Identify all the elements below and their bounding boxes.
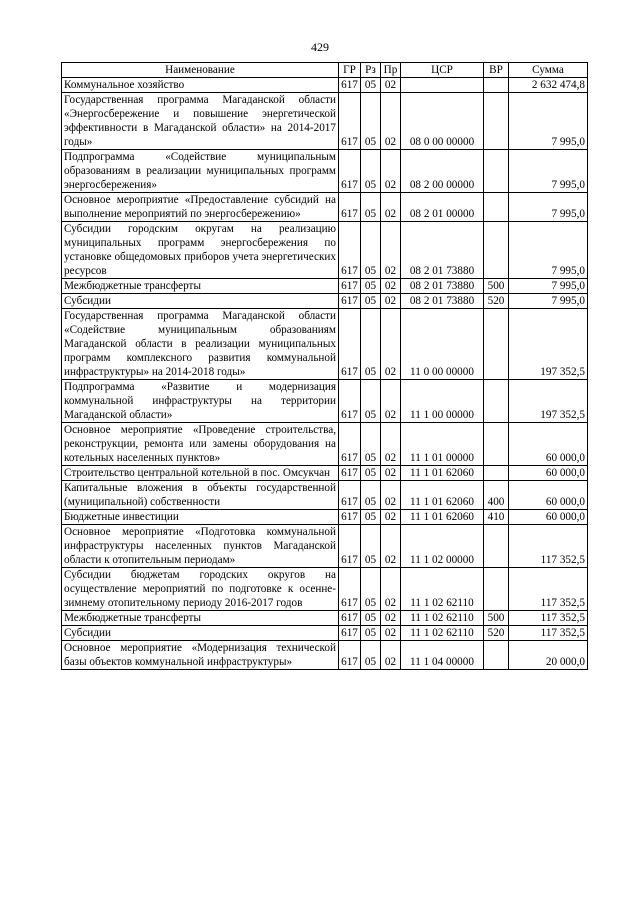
row-csr: 08 2 01 73880 [401, 279, 484, 294]
row-vr: 410 [484, 510, 509, 525]
table-row [62, 150, 588, 193]
row-name: Государственная программа Магаданской области «Содействие муниципальным образованиям Магаданской области в реализации муниципальных программ комплексного развития коммунальной инфраструктуры» на 2014-2018 годы» [62, 309, 339, 380]
row-vr [484, 568, 509, 611]
row-rz: 05 [361, 294, 381, 309]
row-pr: 02 [381, 309, 401, 380]
row-pr: 02 [381, 294, 401, 309]
row-csr: 11 1 01 62060 [401, 510, 484, 525]
row-gr: 617 [339, 78, 361, 93]
row-rz: 05 [361, 481, 381, 510]
row-rz: 05 [361, 279, 381, 294]
row-rz: 05 [361, 93, 381, 150]
row-pr: 02 [381, 193, 401, 222]
row-sum: 7 995,0 [509, 222, 588, 279]
row-sum: 7 995,0 [509, 193, 588, 222]
table-row [62, 423, 588, 466]
row-rz: 05 [361, 466, 381, 481]
header-rz: Рз [361, 63, 381, 78]
row-rz: 05 [361, 423, 381, 466]
row-name: Субсидии [62, 626, 339, 641]
row-name: Коммунальное хозяйство [62, 78, 339, 93]
row-csr: 08 2 01 73880 [401, 222, 484, 279]
row-csr: 11 1 00 00000 [401, 380, 484, 423]
row-pr: 02 [381, 641, 401, 670]
row-pr: 02 [381, 626, 401, 641]
row-sum: 7 995,0 [509, 279, 588, 294]
row-name: Межбюджетные трансферты [62, 611, 339, 626]
row-rz: 05 [361, 78, 381, 93]
row-vr: 520 [484, 626, 509, 641]
row-pr: 02 [381, 466, 401, 481]
table-row [62, 309, 588, 380]
row-gr: 617 [339, 525, 361, 568]
header-pr: Пр [381, 63, 401, 78]
row-sum: 20 000,0 [509, 641, 588, 670]
header-vr: ВР [484, 63, 509, 78]
row-gr: 617 [339, 93, 361, 150]
table-row [62, 641, 588, 670]
row-sum: 2 632 474,8 [509, 78, 588, 93]
row-csr: 11 1 04 00000 [401, 641, 484, 670]
row-pr: 02 [381, 93, 401, 150]
row-pr: 02 [381, 423, 401, 466]
table-row [62, 568, 588, 611]
row-name: Субсидии бюджетам городских округов на осуществление мероприятий по подготовке к осенне-зимнему отопительному периоду 2016-2017 годов [62, 568, 339, 611]
budget-table [61, 62, 588, 670]
row-pr: 02 [381, 78, 401, 93]
row-sum: 197 352,5 [509, 380, 588, 423]
row-sum: 197 352,5 [509, 309, 588, 380]
row-csr: 11 1 01 62060 [401, 466, 484, 481]
row-vr [484, 380, 509, 423]
table-row [62, 193, 588, 222]
row-rz: 05 [361, 380, 381, 423]
row-pr: 02 [381, 380, 401, 423]
row-name: Субсидии городским округам на реализацию муниципальных программ энергосбережения по установке общедомовых приборов учета энергетических ресурсов [62, 222, 339, 279]
row-csr: 11 1 01 62060 [401, 481, 484, 510]
row-pr: 02 [381, 510, 401, 525]
row-sum: 117 352,5 [509, 611, 588, 626]
header-csr: ЦСР [401, 63, 484, 78]
row-vr [484, 150, 509, 193]
row-pr: 02 [381, 611, 401, 626]
row-vr: 500 [484, 279, 509, 294]
table-row [62, 78, 588, 93]
row-vr [484, 466, 509, 481]
row-vr [484, 525, 509, 568]
row-name: Бюджетные инвестиции [62, 510, 339, 525]
row-rz: 05 [361, 641, 381, 670]
row-csr: 08 0 00 00000 [401, 93, 484, 150]
row-gr: 617 [339, 294, 361, 309]
row-name: Подпрограмма «Развитие и модернизация коммунальной инфраструктуры на территории Магаданской области» [62, 380, 339, 423]
row-gr: 617 [339, 611, 361, 626]
row-gr: 617 [339, 466, 361, 481]
row-name: Субсидии [62, 294, 339, 309]
row-name: Строительство центральной котельной в пос. Омсукчан [62, 466, 339, 481]
row-vr [484, 641, 509, 670]
row-vr [484, 78, 509, 93]
row-pr: 02 [381, 279, 401, 294]
row-sum: 60 000,0 [509, 423, 588, 466]
row-csr: 08 2 01 00000 [401, 193, 484, 222]
header-gr: ГР [339, 63, 361, 78]
row-gr: 617 [339, 193, 361, 222]
row-gr: 617 [339, 309, 361, 380]
row-sum: 7 995,0 [509, 93, 588, 150]
row-sum: 60 000,0 [509, 481, 588, 510]
row-csr [401, 78, 484, 93]
row-pr: 02 [381, 222, 401, 279]
row-name: Государственная программа Магаданской области «Энергосбережение и повышение энергетической эффективности в Магаданской области» на 2014-2017 годы» [62, 93, 339, 150]
row-vr: 400 [484, 481, 509, 510]
row-rz: 05 [361, 309, 381, 380]
row-sum: 7 995,0 [509, 150, 588, 193]
row-sum: 117 352,5 [509, 626, 588, 641]
row-pr: 02 [381, 481, 401, 510]
row-gr: 617 [339, 222, 361, 279]
table-row [62, 93, 588, 150]
row-rz: 05 [361, 222, 381, 279]
row-rz: 05 [361, 626, 381, 641]
row-gr: 617 [339, 423, 361, 466]
table-row [62, 466, 588, 481]
row-rz: 05 [361, 150, 381, 193]
table-row [62, 279, 588, 294]
row-gr: 617 [339, 481, 361, 510]
row-gr: 617 [339, 279, 361, 294]
row-csr: 08 2 01 73880 [401, 294, 484, 309]
row-sum: 117 352,5 [509, 568, 588, 611]
row-sum: 117 352,5 [509, 525, 588, 568]
row-rz: 05 [361, 193, 381, 222]
table-row [62, 525, 588, 568]
table-row [62, 510, 588, 525]
row-gr: 617 [339, 380, 361, 423]
row-vr [484, 93, 509, 150]
row-pr: 02 [381, 568, 401, 611]
table-body [62, 78, 588, 670]
row-csr: 11 1 02 62110 [401, 568, 484, 611]
table-row [62, 222, 588, 279]
row-name: Основное мероприятие «Предоставление субсидий на выполнение мероприятий по энергосбережению» [62, 193, 339, 222]
row-csr: 11 1 02 00000 [401, 525, 484, 568]
row-rz: 05 [361, 568, 381, 611]
header-row [62, 63, 588, 78]
header-sum: Сумма [509, 63, 588, 78]
row-rz: 05 [361, 525, 381, 568]
row-vr [484, 193, 509, 222]
row-vr [484, 309, 509, 380]
row-pr: 02 [381, 525, 401, 568]
row-vr [484, 423, 509, 466]
row-name: Основное мероприятие «Модернизация технической базы объектов коммунальной инфраструктуры» [62, 641, 339, 670]
row-name: Капитальные вложения в объекты государственной (муниципальной) собственности [62, 481, 339, 510]
row-sum: 7 995,0 [509, 294, 588, 309]
row-vr [484, 222, 509, 279]
row-name: Основное мероприятие «Подготовка коммунальной инфраструктуры населенных пунктов Магаданской области к отопительным периодам» [62, 525, 339, 568]
row-csr: 08 2 00 00000 [401, 150, 484, 193]
table-row [62, 611, 588, 626]
row-gr: 617 [339, 626, 361, 641]
row-gr: 617 [339, 510, 361, 525]
row-vr: 520 [484, 294, 509, 309]
header-name: Наименование [62, 63, 339, 78]
row-gr: 617 [339, 641, 361, 670]
table-row [62, 481, 588, 510]
row-sum: 60 000,0 [509, 466, 588, 481]
row-sum: 60 000,0 [509, 510, 588, 525]
row-vr: 500 [484, 611, 509, 626]
table-row [62, 294, 588, 309]
row-rz: 05 [361, 611, 381, 626]
row-rz: 05 [361, 510, 381, 525]
row-csr: 11 1 01 00000 [401, 423, 484, 466]
row-csr: 11 1 02 62110 [401, 611, 484, 626]
row-name: Межбюджетные трансферты [62, 279, 339, 294]
table-row [62, 380, 588, 423]
table-row [62, 626, 588, 641]
page-number: 429 [311, 40, 329, 54]
row-csr: 11 0 00 00000 [401, 309, 484, 380]
row-csr: 11 1 02 62110 [401, 626, 484, 641]
row-gr: 617 [339, 150, 361, 193]
row-pr: 02 [381, 150, 401, 193]
row-gr: 617 [339, 568, 361, 611]
row-name: Подпрограмма «Содействие муниципальным образованиям в реализации муниципальных программ энергосбережения» [62, 150, 339, 193]
row-name: Основное мероприятие «Проведение строительства, реконструкции, ремонта или замены оборудования на котельных населенных пунктов» [62, 423, 339, 466]
